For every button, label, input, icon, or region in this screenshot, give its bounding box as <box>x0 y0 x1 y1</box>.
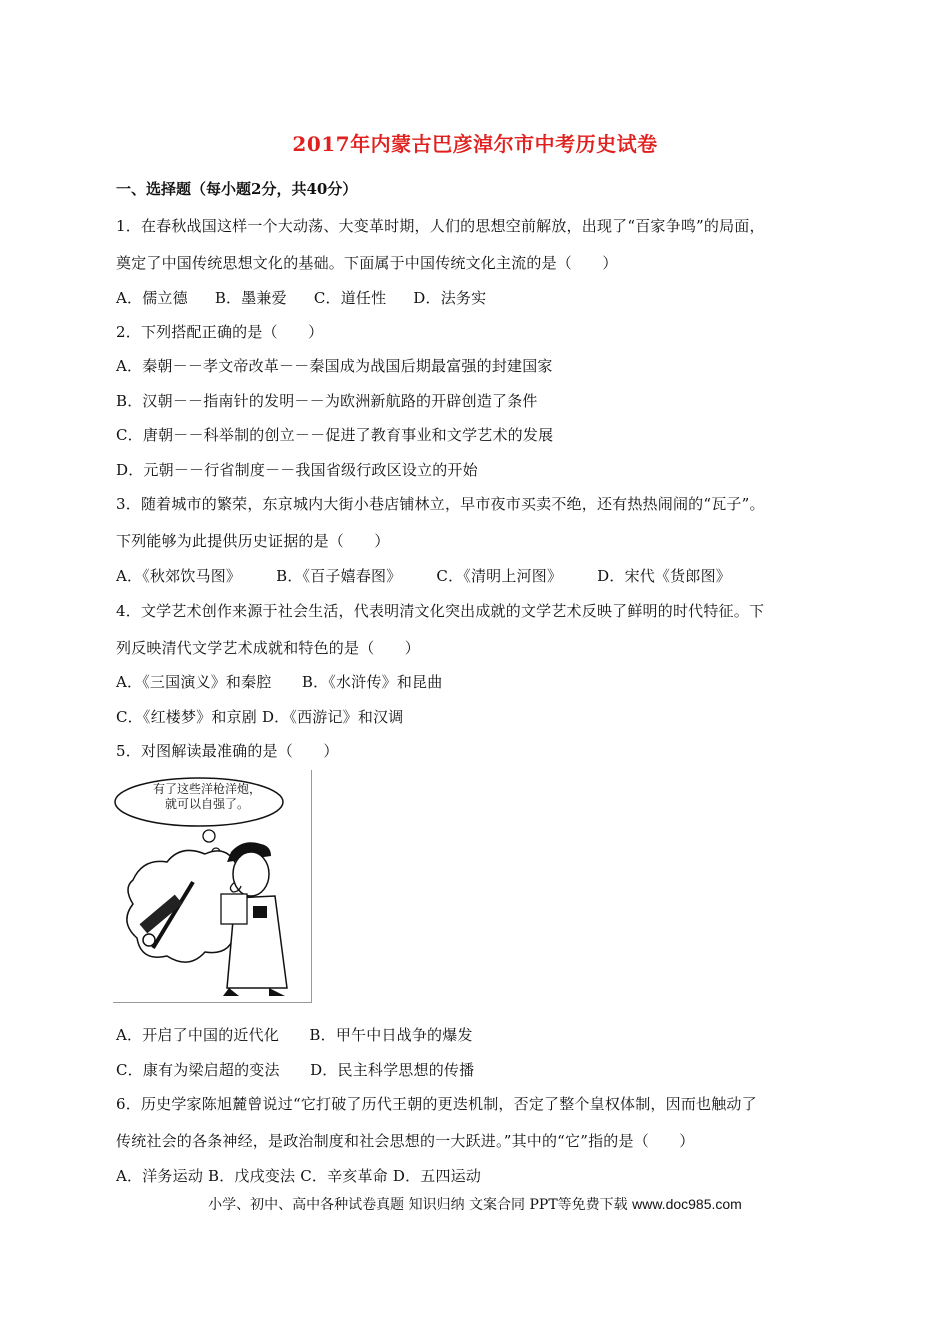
q6-options: A．洋务运动 B．戊戌变法 C．辛亥革命 D．五四运动 <box>116 1167 482 1185</box>
q2-option-d: D．元朝－－行省制度－－我国省级行政区设立的开始 <box>116 461 478 479</box>
bubble-text-line1: 有了这些洋枪洋炮， <box>152 782 261 796</box>
q3-option-b: B．《百子嬉春图》 <box>276 567 402 585</box>
q3-option-c: C．《清明上河图》 <box>436 567 563 585</box>
q5-options-cd: C．康有为梁启超的变法 D．民主科学思想的传播 <box>116 1061 475 1079</box>
q1-option-d: D．法务实 <box>413 289 487 307</box>
q4-options-ab: A．《三国演义》和秦腔 B．《水浒传》和昆曲 <box>116 673 443 691</box>
q2-option-b: B．汉朝－－指南针的发明－－为欧洲新航路的开辟创造了条件 <box>116 392 538 410</box>
q1-option-b: B．墨兼爱 <box>214 289 287 307</box>
footer-link[interactable]: www.doc985.com <box>632 1196 742 1212</box>
q1-option-c: C．道任性 <box>313 289 387 307</box>
q3-option-d: D．宋代《货郎图》 <box>597 567 731 585</box>
q4-options-cd: C．《红楼梦》和京剧 D．《西游记》和汉调 <box>116 708 404 726</box>
q6-stem-line1: 6．历史学家陈旭麓曾说过“它打破了历代王朝的更迭机制，否定了整个皇权体制，因而也触动了 <box>116 1095 757 1113</box>
page-footer <box>0 1194 950 1214</box>
q4-stem-line2: 列反映清代文学艺术成就和特色的是（ ） <box>116 639 421 657</box>
q3-option-a: A．《秋郊饮马图》 <box>116 567 242 585</box>
q1-stem-line2: 奠定了中国传统思想文化的基础。下面属于中国传统文化主流的是（ ） <box>116 254 618 272</box>
cartoon-figure <box>113 770 312 1003</box>
q3-stem-line1: 3．随着城市的繁荣，东京城内大街小巷店铺林立，早市夜市买卖不绝，还有热热闹闹的“瓦子”。 <box>116 495 765 513</box>
q1-stem-line1: 1．在春秋战国这样一个大动荡、大变革时期，人们的思想空前解放，出现了“百家争鸣”的局面， <box>116 217 765 235</box>
footer-text: 小学、初中、高中各种试卷真题 知识归纳 文案合同 PPT等免费下载 <box>208 1197 628 1213</box>
q3-stem-line2: 下列能够为此提供历史证据的是（ ） <box>116 532 390 550</box>
q1-options <box>116 287 508 308</box>
q2-option-c: C．唐朝－－科举制的创立－－促进了教育事业和文学艺术的发展 <box>116 426 554 444</box>
q4-stem-line1: 4．文学艺术创作来源于社会生活，代表明清文化突出成就的文学艺术反映了鲜明的时代特征。下 <box>116 602 765 620</box>
q5-stem: 5．对图解读最准确的是（ ） <box>116 742 339 760</box>
page-title: 2017年内蒙古巴彦淖尔市中考历史试卷 <box>292 132 658 156</box>
q2-stem: 2．下列搭配正确的是（ ） <box>116 323 324 341</box>
bubble-text-line2: 就可以自强了。 <box>164 797 249 811</box>
q5-options-ab: A．开启了中国的近代化 B．甲午中日战争的爆发 <box>116 1026 473 1044</box>
section-heading: 一、选择题（每小题2分，共40分） <box>116 180 358 198</box>
q2-option-a: A．秦朝－－孝文帝改革－－秦国成为战国后期最富强的封建国家 <box>116 357 553 375</box>
q6-stem-line2: 传统社会的各条神经，是政治制度和社会思想的一大跃进。”其中的“它”指的是（ ） <box>116 1132 695 1150</box>
q1-option-a: A．儒立德 <box>116 289 188 307</box>
q3-options <box>116 565 753 586</box>
